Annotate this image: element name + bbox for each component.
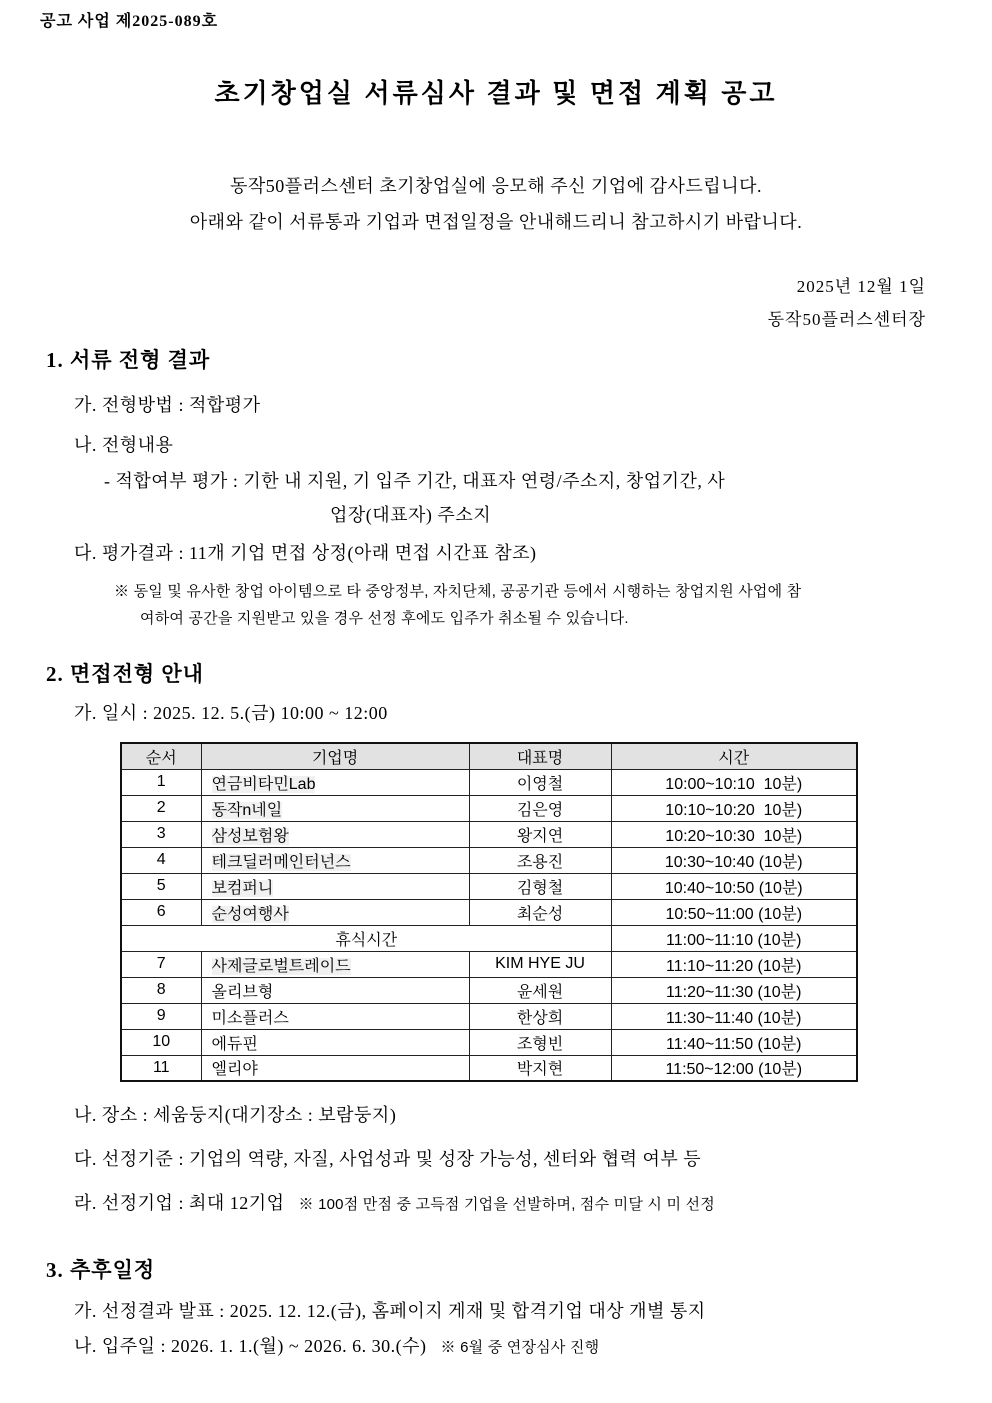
ceo-cell: 한상희 [469, 1003, 611, 1029]
section2-item-selection-note: ※ 100점 만점 중 고득점 기업을 선발하며, 점수 미달 시 미 선정 [298, 1196, 715, 1213]
ceo-cell: 이영철 [469, 769, 611, 795]
table-row [121, 795, 857, 821]
ceo-cell: 조형빈 [469, 1029, 611, 1055]
section3-item-movein [74, 1335, 992, 1359]
company-name: 에듀핀 [211, 1035, 258, 1053]
company-name: 올리브형 [211, 983, 274, 1001]
section1-item-content: 나. 전형내용 [74, 435, 174, 455]
company-name: 연금비타민Lab [211, 775, 316, 793]
section2-item-selection-main: 라. 선정기업 : 최대 12기업 [74, 1193, 285, 1213]
time-cell: 10:50~11:00 (10분) [611, 899, 857, 925]
interview-schedule-table [120, 742, 858, 1082]
section1-heading: 1. 서류 전형 결과 [46, 348, 211, 372]
order-cell: 2 [121, 795, 201, 821]
company-cell [201, 1029, 469, 1055]
table-row [121, 1029, 857, 1055]
page-title: 초기창업실 서류심사 결과 및 면접 계획 공고 [214, 79, 778, 108]
ceo-cell: 조용진 [469, 847, 611, 873]
ceo-cell: 왕지연 [469, 821, 611, 847]
col-header-company: 기업명 [201, 743, 469, 769]
time-cell: 10:00~10:10 10분) [611, 769, 857, 795]
signer: 동작50플러스센터장 [767, 310, 926, 329]
company-cell [201, 977, 469, 1003]
announcement-date: 2025년 12월 1일 [796, 277, 926, 296]
table-row [121, 821, 857, 847]
company-cell [201, 899, 469, 925]
section3-item-announcement: 가. 선정결과 발표 : 2025. 12. 12.(금), 홈페이지 게재 및 합격기업 대상 개별 통지 [74, 1301, 706, 1321]
order-cell: 4 [121, 847, 201, 873]
section1-item-criteria-line2: 업장(대표자) 주소지 [330, 505, 492, 525]
col-header-time: 시간 [611, 743, 857, 769]
time-cell: 11:30~11:40 (10분) [611, 1003, 857, 1029]
section3-item-movein-note: ※ 6월 중 연장심사 진행 [440, 1339, 600, 1356]
time-cell: 10:30~10:40 (10분) [611, 847, 857, 873]
break-label-cell: 휴식시간 [121, 925, 611, 951]
greeting [0, 168, 992, 240]
time-cell: 10:10~10:20 10분) [611, 795, 857, 821]
col-header-order: 순서 [121, 743, 201, 769]
table-row [121, 1055, 857, 1081]
table-row [121, 873, 857, 899]
date-signer-block [0, 270, 992, 336]
section1-note-line2: 여하여 공간을 지원받고 있을 경우 선정 후에도 입주가 취소될 수 있습니다. [140, 610, 629, 627]
section2-item-place: 나. 장소 : 세움둥지(대기장소 : 보람둥지) [74, 1105, 397, 1125]
order-cell: 6 [121, 899, 201, 925]
order-cell: 10 [121, 1029, 201, 1055]
order-cell: 11 [121, 1055, 201, 1081]
company-cell [201, 821, 469, 847]
section1-item-criteria-line1: - 적합여부 평가 : 기한 내 지원, 기 입주 기간, 대표자 연령/주소지, 창업기간, 사 [104, 471, 726, 491]
section1-item-method: 가. 전형방법 : 적합평가 [74, 395, 261, 415]
company-name: 순성여행사 [211, 905, 289, 923]
table-row [121, 769, 857, 795]
ceo-cell: 윤세원 [469, 977, 611, 1003]
company-cell [201, 847, 469, 873]
greeting-line2: 아래와 같이 서류통과 기업과 면접일정을 안내해드리니 참고하시기 바랍니다. [189, 212, 803, 232]
time-cell: 11:40~11:50 (10분) [611, 1029, 857, 1055]
table-row [121, 951, 857, 977]
company-name: 동작n네일 [211, 801, 283, 819]
time-cell: 11:50~12:00 (10분) [611, 1055, 857, 1081]
section1-note [114, 578, 992, 632]
order-cell: 7 [121, 951, 201, 977]
company-name: 삼성보험왕 [211, 827, 289, 845]
time-cell: 11:20~11:30 (10분) [611, 977, 857, 1003]
section1-item-result: 다. 평가결과 : 11개 기업 면접 상정(아래 면접 시간표 참조) [74, 543, 537, 563]
order-cell: 5 [121, 873, 201, 899]
company-name: 미소플러스 [211, 1009, 289, 1027]
order-cell: 8 [121, 977, 201, 1003]
company-cell [201, 795, 469, 821]
time-cell: 10:40~10:50 (10분) [611, 873, 857, 899]
order-cell: 3 [121, 821, 201, 847]
break-time-cell: 11:00~11:10 (10분) [611, 925, 857, 951]
time-cell: 11:10~11:20 (10분) [611, 951, 857, 977]
company-name: 테크딜러메인터넌스 [211, 853, 351, 871]
company-cell [201, 1003, 469, 1029]
ceo-cell: 최순성 [469, 899, 611, 925]
company-cell [201, 873, 469, 899]
company-cell [201, 769, 469, 795]
section1-note-line1: ※ 동일 및 유사한 창업 아이템으로 타 중앙정부, 자치단체, 공공기관 등에서 시행하는 창업지원 사업에 참 [114, 583, 802, 600]
table-break-row [121, 925, 857, 951]
interview-table-body [121, 769, 857, 1081]
section3-heading: 3. 추후일정 [46, 1258, 156, 1282]
time-cell: 10:20~10:30 10분) [611, 821, 857, 847]
section2-item-criteria: 다. 선정기준 : 기업의 역량, 자질, 사업성과 및 성장 가능성, 센터와 협력 여부 등 [74, 1149, 702, 1169]
greeting-line1: 동작50플러스센터 초기창업실에 응모해 주신 기업에 감사드립니다. [230, 176, 762, 196]
table-row [121, 1003, 857, 1029]
table-row [121, 977, 857, 1003]
company-cell [201, 951, 469, 977]
company-name: 엘리야 [211, 1061, 258, 1079]
ceo-cell: KIM HYE JU [469, 951, 611, 977]
section2-item-selection [74, 1192, 992, 1216]
company-cell [201, 1055, 469, 1081]
table-row [121, 847, 857, 873]
col-header-ceo: 대표명 [469, 743, 611, 769]
section2-heading: 2. 면접전형 안내 [46, 662, 204, 686]
order-cell: 1 [121, 769, 201, 795]
table-header-row [121, 743, 857, 769]
doc-number: 공고 사업 제2025-089호 [40, 13, 219, 30]
company-name: 사제글로벌트레이드 [211, 957, 351, 975]
ceo-cell: 박지현 [469, 1055, 611, 1081]
ceo-cell: 김형철 [469, 873, 611, 899]
section2-item-datetime: 가. 일시 : 2025. 12. 5.(금) 10:00 ~ 12:00 [74, 703, 388, 723]
ceo-cell: 김은영 [469, 795, 611, 821]
section3-item-movein-main: 나. 입주일 : 2026. 1. 1.(월) ~ 2026. 6. 30.(수) [74, 1336, 427, 1356]
table-row [121, 899, 857, 925]
order-cell: 9 [121, 1003, 201, 1029]
company-name: 보컴퍼니 [211, 879, 274, 897]
